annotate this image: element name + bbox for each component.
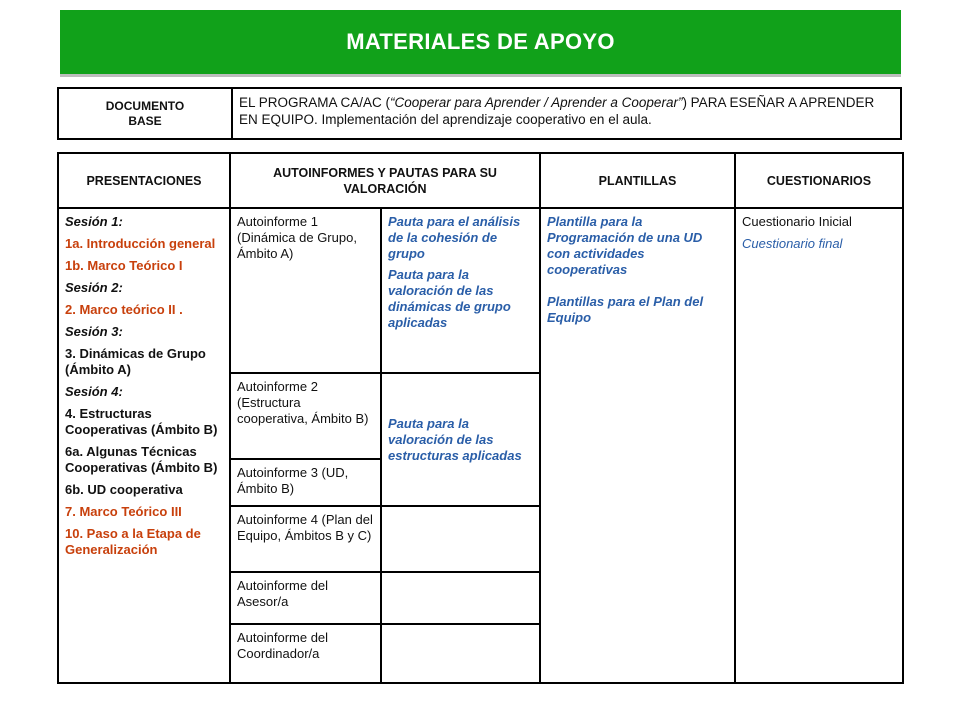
- documento-base-text: [232, 88, 901, 139]
- plantilla-programacion: Plantilla para la Programación de una UD con actividades cooperativas: [547, 214, 703, 277]
- presentacion-item: 3. Dinámicas de Grupo (Ámbito A): [65, 346, 206, 377]
- presentacion-item: Sesión 2:: [65, 280, 123, 295]
- empty-pauta-cell-4: [381, 506, 540, 572]
- presentacion-item: Sesión 1:: [65, 214, 123, 229]
- cuestionario-inicial: Cuestionario Inicial: [742, 214, 852, 229]
- presentacion-item: 6a. Algunas Técnicas Cooperativas (Ámbito B): [65, 444, 218, 475]
- cuestionario-final: Cuestionario final: [742, 236, 843, 251]
- materiales-table: [57, 152, 904, 684]
- documento-base-text-suffix: ) PARA ESEÑAR A APRENDER EN EQUIPO. Implementación del aprendizaje cooperativo en el aula.: [239, 95, 875, 127]
- title-banner: [60, 10, 901, 77]
- pauta-dinamicas: Pauta para la valoración de las dinámicas de grupo aplicadas: [388, 267, 511, 330]
- presentacion-item: Sesión 3:: [65, 324, 123, 339]
- header-cuestionarios: CUESTIONARIOS: [735, 153, 903, 208]
- autoinforme-coordinador: Autoinforme del Coordinador/a: [230, 624, 381, 683]
- header-plantillas: PLANTILLAS: [540, 153, 735, 208]
- documento-base-text-prefix: EL PROGRAMA CA/AC (: [239, 95, 391, 110]
- autoinforme-4: Autoinforme 4 (Plan del Equipo, Ámbitos B y C): [230, 506, 381, 572]
- presentacion-item: 7. Marco Teórico III: [65, 504, 182, 519]
- autoinforme-1: Autoinforme 1 (Dinámica de Grupo, Ámbito A): [230, 208, 381, 373]
- documento-base-label: [58, 88, 232, 139]
- pauta-cohesion: Pauta para el análisis de la cohesión de grupo: [388, 214, 521, 261]
- presentacion-item: 1a. Introducción general: [65, 236, 216, 251]
- presentaciones-list: [65, 214, 223, 558]
- documento-base-label-line2: BASE: [128, 113, 162, 128]
- cuestionarios-cell: [735, 208, 903, 683]
- presentacion-item: Sesión 4:: [65, 384, 123, 399]
- header-row: [58, 153, 903, 208]
- presentacion-item: 10. Paso a la Etapa de Generalización: [65, 526, 201, 557]
- pautas-cell-1: [381, 208, 540, 373]
- documento-base-label-line1: DOCUMENTO: [105, 98, 185, 113]
- documento-base-table: [57, 87, 902, 140]
- plantillas-cell: [540, 208, 735, 683]
- presentacion-item: 1b. Marco Teórico I: [65, 258, 183, 273]
- empty-pauta-cell-6: [381, 624, 540, 683]
- autoinforme-asesor: Autoinforme del Asesor/a: [230, 572, 381, 624]
- page-title: MATERIALES DE APOYO: [346, 29, 615, 54]
- autoinforme-2: Autoinforme 2 (Estructura cooperativa, Ámbito B): [230, 373, 381, 459]
- header-autoinformes: AUTOINFORMES Y PAUTAS PARA SU VALORACIÓN: [230, 153, 540, 208]
- empty-pauta-cell-5: [381, 572, 540, 624]
- presentaciones-cell: [58, 208, 230, 683]
- presentacion-item: 6b. UD cooperativa: [65, 482, 183, 497]
- documento-base-text-italic: “Cooperar para Aprender / Aprender a Cooperar”: [390, 95, 683, 110]
- plantilla-plan-equipo: Plantillas para el Plan del Equipo: [547, 294, 704, 325]
- presentacion-item: 4. Estructuras Cooperativas (Ámbito B): [65, 406, 218, 437]
- autoinforme-3: Autoinforme 3 (UD, Ámbito B): [230, 459, 381, 506]
- header-presentaciones: PRESENTACIONES: [58, 153, 230, 208]
- presentacion-item: 2. Marco teórico II .: [65, 302, 183, 317]
- pauta-estructuras: Pauta para la valoración de las estructuras aplicadas: [381, 373, 540, 506]
